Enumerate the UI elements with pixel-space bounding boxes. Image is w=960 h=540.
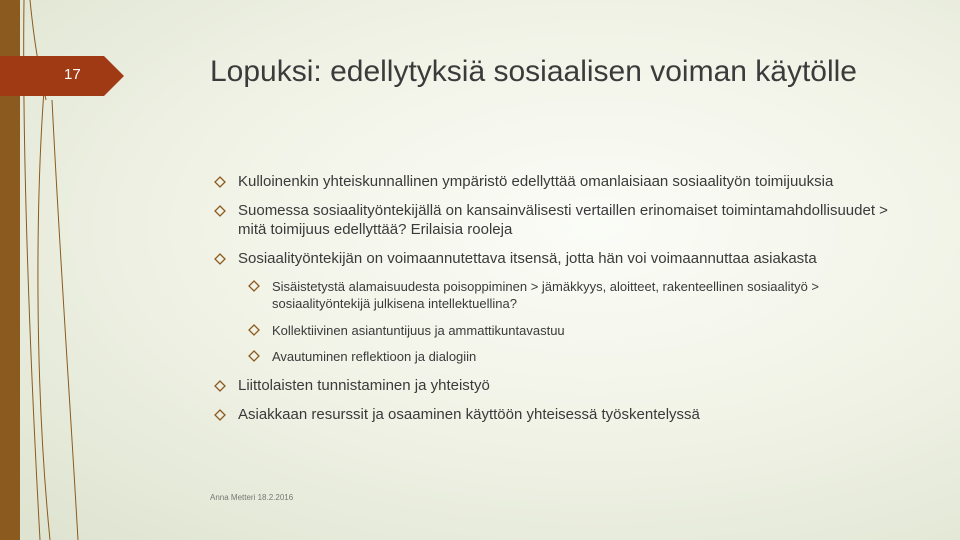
bullet-list <box>214 172 914 424</box>
diamond-bullet-icon <box>214 407 226 419</box>
diamond-bullet-icon <box>248 279 260 291</box>
slide-number: 17 <box>64 66 81 83</box>
bullet-item <box>214 201 914 239</box>
footer-author-date: Anna Metteri 18.2.2016 <box>210 493 294 502</box>
diamond-bullet-icon <box>248 323 260 335</box>
sub-bullet-item <box>214 348 914 365</box>
sub-bullet-item <box>214 322 914 339</box>
sub-bullet-text: Sisäistetystä alamaisuudesta poisoppiminen > jämäkkyys, aloitteet, rakenteellinen sosiaalityö > sosiaalityöntekijä julkisena intellektuellina? <box>272 279 820 311</box>
sub-bullet-text: Avautuminen reflektioon ja dialogiin <box>272 349 477 364</box>
bullet-item <box>214 249 914 268</box>
diamond-bullet-icon <box>248 349 260 361</box>
bullet-text: Sosiaalityöntekijän on voimaannutettava itsensä, jotta hän voi voimaannuttaa asiakasta <box>238 250 817 267</box>
sub-bullet-text: Kollektiivinen asiantuntijuus ja ammattikuntavastuu <box>272 323 565 338</box>
bullet-text: Suomessa sosiaalityöntekijällä on kansainvälisesti vertaillen erinomaiset toimintamahdollisuudet > mitä toimijuus edellyttää? Erilaisia rooleja <box>238 202 888 238</box>
sub-bullet-item <box>214 278 914 312</box>
diamond-bullet-icon <box>214 378 226 390</box>
bullet-item <box>214 405 914 424</box>
bullet-item <box>214 172 914 191</box>
bullet-text: Asiakkaan resurssit ja osaaminen käyttöön yhteisessä työskentelyssä <box>238 406 700 423</box>
bullet-item <box>214 376 914 395</box>
slide-number-tab <box>0 56 124 96</box>
diamond-bullet-icon <box>214 251 226 263</box>
bullet-text: Liittolaisten tunnistaminen ja yhteistyö <box>238 377 490 394</box>
diamond-bullet-icon <box>214 174 226 186</box>
bullet-text: Kulloinenkin yhteiskunnallinen ympäristö edellyttää omanlaisiaan sosiaalityön toimijuuksia <box>238 173 834 190</box>
diamond-bullet-icon <box>214 203 226 215</box>
slide-title: Lopuksi: edellytyksiä sosiaalisen voiman käytölle <box>210 55 857 88</box>
